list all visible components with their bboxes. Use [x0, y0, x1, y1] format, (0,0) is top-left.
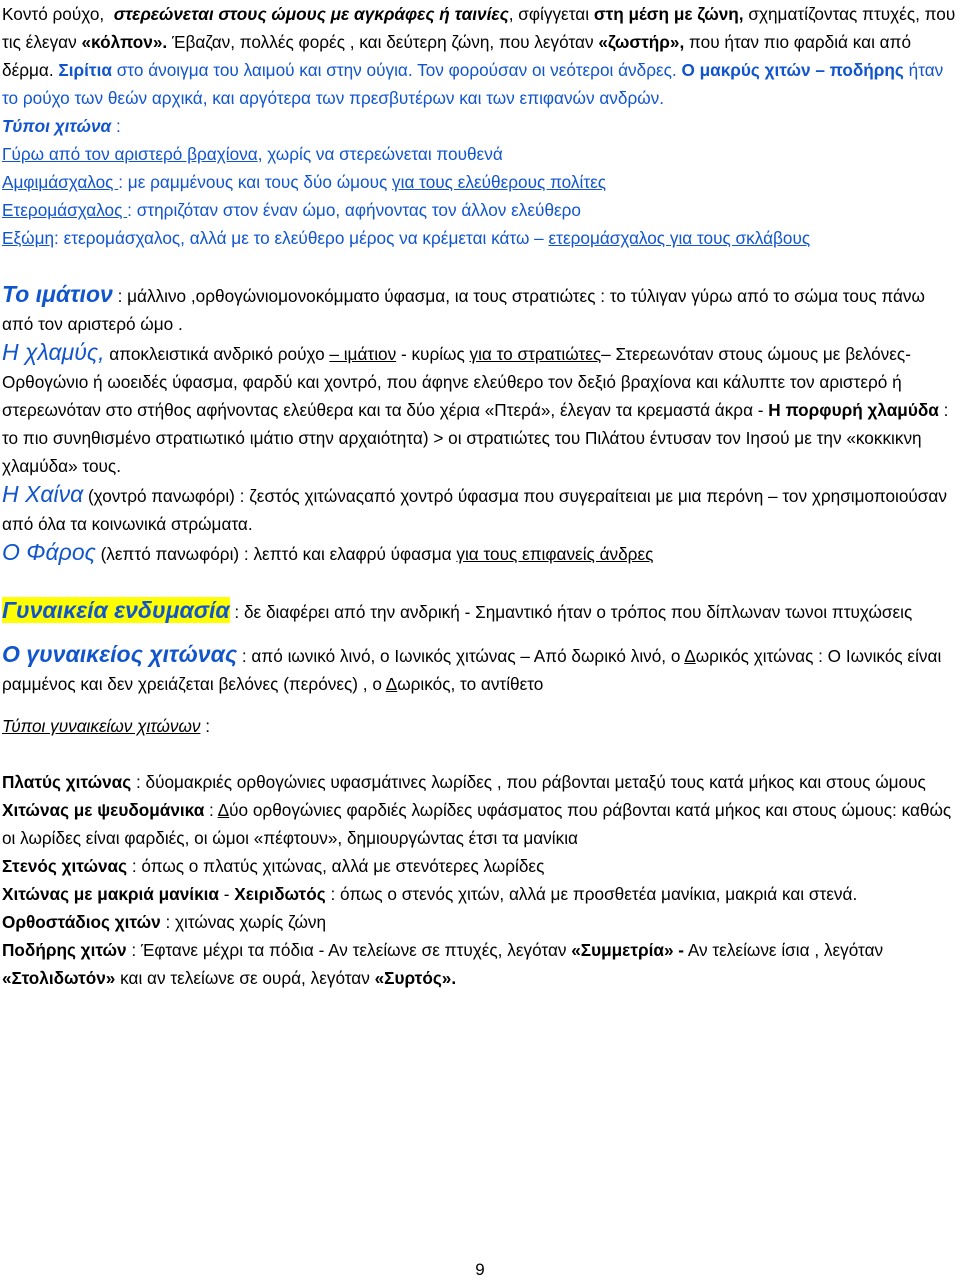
text: : όπως ο πλατύς χιτώνας, αλλά με στενότερες λωρίδες: [127, 856, 545, 876]
type-name: Αμφιμάσχαλος: [2, 172, 119, 192]
term-siritia: Σιρίτια: [58, 60, 112, 80]
text: Δ: [684, 646, 696, 666]
himation-paragraph: [2, 280, 958, 338]
womens-type-2: [2, 796, 958, 852]
womens-type-6: [2, 936, 958, 992]
text: -: [219, 884, 235, 904]
emphasis-text: στη μέση με ζώνη,: [593, 4, 744, 24]
spacer: [2, 740, 958, 768]
text: ήταν το ρούχο των θεών αρχικά, και αργότερα των πρεσβυτέρων και των επιφανών ανδρών.: [2, 60, 944, 108]
text: : δε διαφέρει από την ανδρική - Σημαντικό ήταν ο τρόπος που δίπλωναν τωνοι πτυχώσεις: [229, 602, 913, 622]
term: «Στολιδωτόν»: [2, 968, 116, 988]
type-name: Πλατύς χιτώνας: [2, 772, 132, 792]
text: Δ: [217, 800, 230, 820]
text: ωρικός χιτώνας : Ο Ιωνικός είναι ραμμένος και δεν χρειάζεται βελόνες (περόνες) , ο: [2, 646, 942, 694]
text: : το πιο συνηθισμένο στρατιωτικό ιμάτιο στην αρχαιότητα) > οι στρατιώτες του Πιλάτου έντυσαν τον Ιησού με την «κοκκικνη χλαμύδα» τους.: [2, 400, 949, 476]
text: σχηματίζοντας πτυχές, που τις έλεγαν: [2, 4, 956, 52]
type-name: Ποδήρης χιτών: [2, 940, 127, 960]
text: : από ιωνικό λινό, ο Ιωνικός χιτώνας – Από δωρικό λινό, ο: [237, 646, 685, 666]
text: , σφίγγεται: [508, 4, 590, 24]
text: Δ: [385, 674, 398, 694]
text: Έβαζαν, πολλές φορές , και δεύτερη ζώνη, που λεγόταν: [171, 32, 594, 52]
womens-chiton-paragraph: [2, 640, 958, 698]
chaina-paragraph: [2, 480, 958, 538]
womens-type-3: [2, 852, 958, 880]
type-name: Χειριδωτός: [234, 884, 326, 904]
chiton-type-1: [2, 140, 958, 168]
spacer: [2, 626, 958, 640]
text: που ήταν πιο φαρδιά και από δέρμα.: [2, 32, 912, 80]
term-zoster: «ζωστήρ»,: [598, 32, 685, 52]
chiton-type-3: [2, 196, 958, 224]
term: «Συρτός».: [374, 968, 457, 988]
text: : ετερομάσχαλος, αλλά με το ελεύθερο μέρος να κρέμεται κάτω –: [54, 228, 549, 248]
text: : με ραμμένους και τους δύο ώμους: [118, 172, 393, 192]
heading-text: Τύποι χιτώνα: [2, 116, 112, 136]
term: «Συμμετρία» -: [571, 940, 685, 960]
section-title: Η χλαμύς,: [2, 339, 105, 365]
term-porphyre-chlamys: Η πορφυρή χλαμύδα: [768, 400, 939, 420]
text: ύο ορθογώνιες φαρδιές λωρίδες υφάσματος που ράβονται κατά μήκος και στους ώμους: καθώς οι λωρίδες είναι φαρδιές, οι ώμοι «πέφτουν», δημιουργώντας έτσι τα μανίκια: [2, 800, 952, 848]
heading-text: Τύποι γυναικείων χιτώνων: [2, 716, 201, 736]
text: ωρικός, το αντίθετο: [397, 674, 544, 694]
type-name: Χιτώνας με μακριά μανίκια: [2, 884, 219, 904]
womens-paragraph: [2, 596, 958, 626]
chiton-type-2: [2, 168, 958, 196]
text: ετερομάσχαλος για τους σκλάβους: [548, 228, 811, 248]
text: Αν τελείωνε ίσια , λεγόταν: [684, 940, 884, 960]
highlighted-section-title: Γυναικεία ενδυμασία: [2, 597, 230, 623]
text: για τους επιφανείς άνδρες: [456, 544, 654, 564]
text: : στηριζόταν στον έναν ώμο, αφήνοντας τον άλλον ελεύθερο: [127, 200, 581, 220]
text: (χοντρό πανωφόρι) : ζεστός χιτώναςαπό χοντρό ύφασμα που συγεραίτειαι με μια περόνη – τον χρησιμοποιούσαν από όλα τα κοινωνικά στρώματα.: [2, 486, 947, 534]
chiton-types-heading: [2, 112, 958, 140]
text: - κυρίως: [396, 344, 470, 364]
term-kolpon: «κόλπον».: [81, 32, 168, 52]
text: :: [200, 716, 210, 736]
chiton-type-4: [2, 224, 958, 252]
section-title: Ο Φάρος: [2, 539, 96, 565]
text: – ιμάτιον: [329, 344, 397, 364]
text: : δύομακριές ορθογώνιες υφασμάτινες λωρίδες , που ράβονται μεταξύ τους κατά μήκος και στους ώμους: [131, 772, 926, 792]
womens-types-heading: [2, 712, 958, 740]
intro-paragraph: [2, 0, 958, 112]
text: :: [111, 116, 121, 136]
spacer: [2, 568, 958, 596]
text: για τους ελεύθερους πολίτες: [392, 172, 607, 192]
page-number: 9: [475, 1260, 485, 1279]
text: και αν τελείωνε σε ουρά, λεγόταν: [115, 968, 375, 988]
section-title: Ο γυναικείος χιτώνας: [2, 641, 238, 667]
type-name: Γύρω από τον αριστερό βραχίονα: [2, 144, 258, 164]
type-name: Εξώμη: [2, 228, 55, 248]
womens-type-4: [2, 880, 958, 908]
text: – Στερεωνόταν στους ώμους με βελόνες- Ορθογώνιο ή ωοειδές ύφασμα, φαρδύ και χοντρό, που άφηνε ελεύθερο τον δεξιό βραχίονα και κάλυπτε τον αριστερό ή στερεωνόταν στο στήθος αφήνοντας ελεύθερα και τα δύο χέρια «Πτερά», έλεγαν τα κρεμαστά άκρα -: [2, 344, 911, 420]
text: : όπως ο στενός χιτών, αλλά με προσθετέα μανίκια, μακριά και στενά.: [325, 884, 858, 904]
document-page: [2, 0, 958, 992]
type-name: Χιτώνας με ψευδομάνικα: [2, 800, 205, 820]
text: : μάλλινο ,ορθογώνιομονοκόμματο ύφασμα, ια τους στρατιώτες : το τύλιγαν γύρω από το σώμα τους πάνω από τον αριστερό ώμο .: [2, 286, 925, 334]
text: αποκλειστικά ανδρικό ρούχο: [104, 344, 330, 364]
section-title: Η Χαίνα: [2, 481, 84, 507]
chlamys-paragraph: [2, 338, 958, 480]
type-name: Στενός χιτώνας: [2, 856, 128, 876]
term-poderes: Ο μακρύς χιτών – ποδήρης: [681, 60, 904, 80]
text: : χιτώνας χωρίς ζώνη: [160, 912, 327, 932]
text: : Έφτανε μέχρι τα πόδια - Αν τελείωνε σε πτυχές, λεγόταν: [126, 940, 572, 960]
section-title: Το ιμάτιον: [2, 281, 113, 307]
text: , χωρίς να στερεώνεται πουθενά: [257, 144, 503, 164]
type-name: Ετερομάσχαλος: [2, 200, 128, 220]
text: (λεπτό πανωφόρι) : λεπτό και ελαφρύ ύφασμα: [95, 544, 457, 564]
text: Κοντό ρούχο,: [2, 4, 105, 24]
text: για το στρατιώτες: [469, 344, 602, 364]
pharos-paragraph: [2, 538, 958, 568]
womens-type-1: [2, 768, 958, 796]
spacer: [2, 252, 958, 280]
spacer: [2, 698, 958, 712]
type-name: Ορθοστάδιος χιτών: [2, 912, 161, 932]
text: στο άνοιγμα του λαιμού και στην ούγια. Τον φορούσαν οι νεότεροι άνδρες.: [116, 60, 677, 80]
text: :: [204, 800, 218, 820]
emphasis-text: στερεώνεται στους ώμους με αγκράφες ή ταινίες: [113, 4, 509, 24]
womens-type-5: [2, 908, 958, 936]
